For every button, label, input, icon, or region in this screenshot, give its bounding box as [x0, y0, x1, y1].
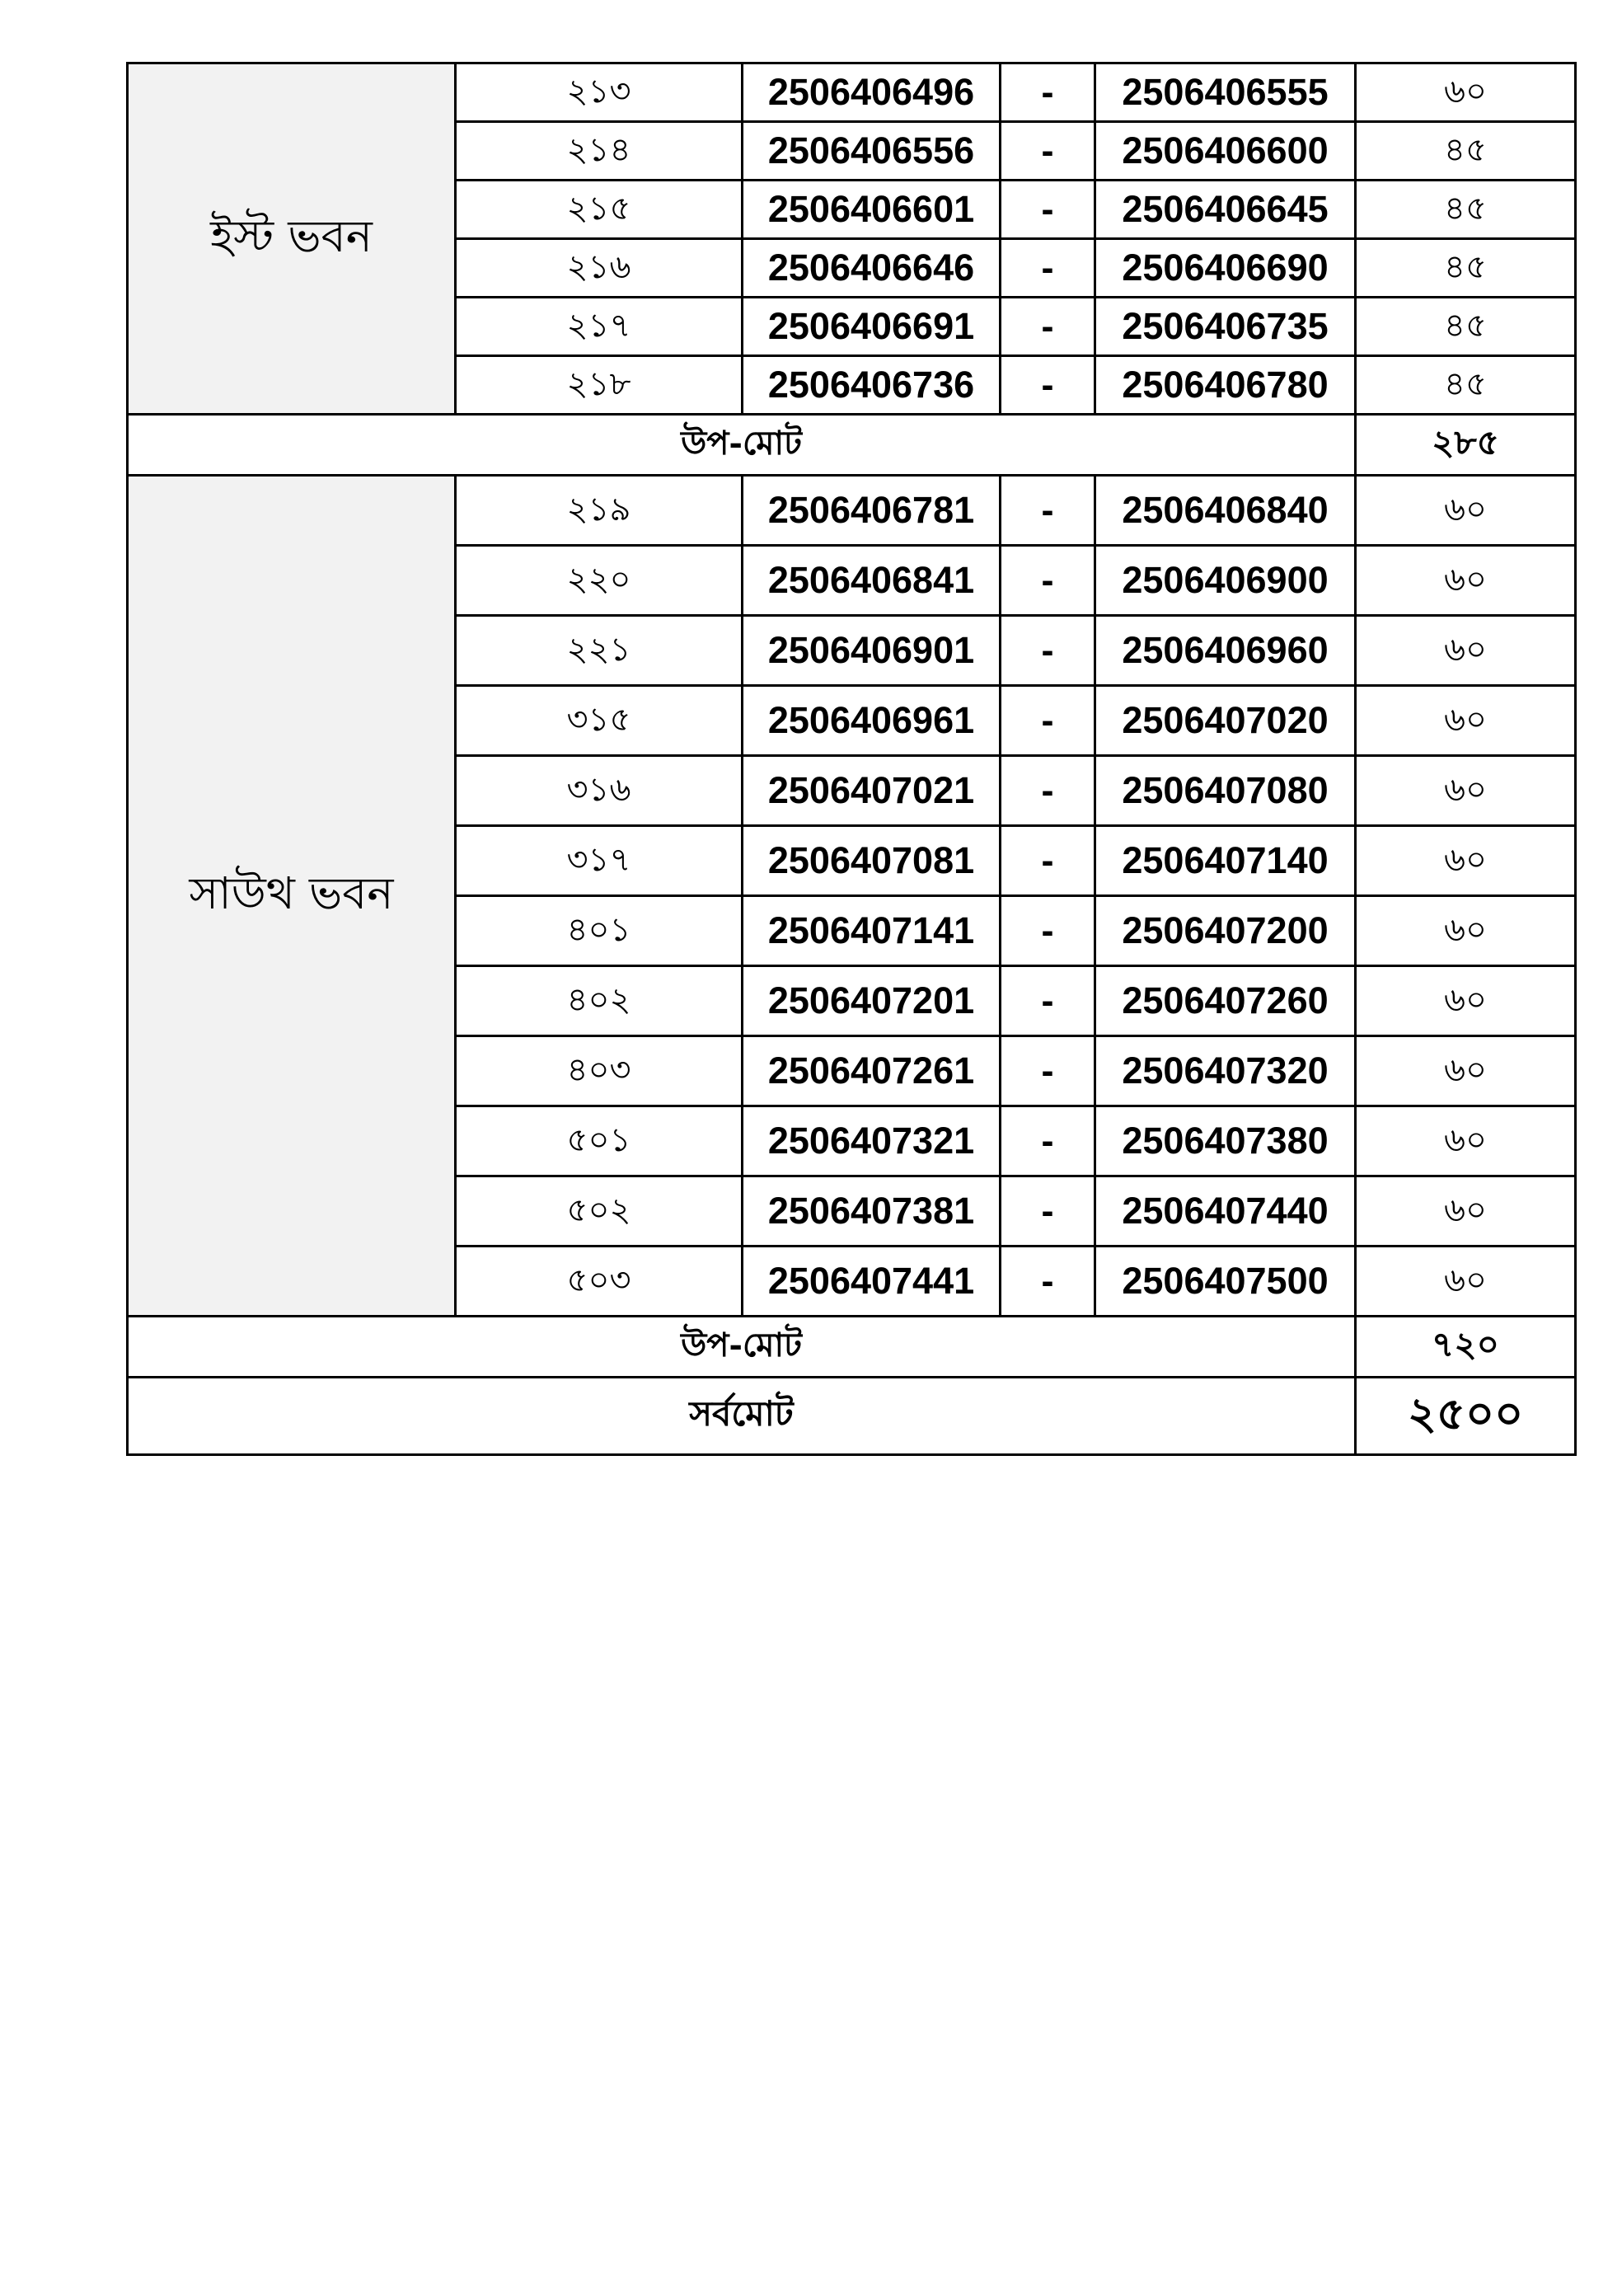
- seat-count: ৪৫: [1356, 356, 1576, 415]
- room-number: ৫০১: [456, 1106, 743, 1176]
- seat-count: ৬০: [1356, 966, 1576, 1036]
- roll-to: 2506407440: [1095, 1176, 1356, 1247]
- range-separator: -: [1001, 63, 1095, 122]
- room-number: ২১৫: [456, 181, 743, 239]
- roll-to: 2506407260: [1095, 966, 1356, 1036]
- roll-from: 2506407141: [743, 896, 1001, 966]
- subtotal-value: ২৮৫: [1356, 415, 1576, 476]
- range-separator: -: [1001, 298, 1095, 356]
- seat-count: ৬০: [1356, 1247, 1576, 1317]
- roll-to: 2506406780: [1095, 356, 1356, 415]
- room-number: ৪০১: [456, 896, 743, 966]
- room-number: ৩১৫: [456, 686, 743, 756]
- range-separator: -: [1001, 896, 1095, 966]
- subtotal-label: উপ-মোট: [128, 415, 1356, 476]
- roll-from: 2506407021: [743, 756, 1001, 826]
- seat-count: ৬০: [1356, 616, 1576, 686]
- roll-to: 2506407500: [1095, 1247, 1356, 1317]
- building-name-south: সাউথ ভবন: [128, 476, 456, 1317]
- room-number: ২১৮: [456, 356, 743, 415]
- room-number: ২১৬: [456, 239, 743, 298]
- seat-count: ৬০: [1356, 476, 1576, 546]
- seat-count: ৬০: [1356, 546, 1576, 616]
- roll-from: 2506406556: [743, 122, 1001, 181]
- roll-to: 2506407380: [1095, 1106, 1356, 1176]
- building-name-east: ইস্ট ভবন: [128, 63, 456, 415]
- range-separator: -: [1001, 1176, 1095, 1247]
- roll-from: 2506407381: [743, 1176, 1001, 1247]
- range-separator: -: [1001, 546, 1095, 616]
- range-separator: -: [1001, 1036, 1095, 1106]
- room-number: ৪০২: [456, 966, 743, 1036]
- roll-from: 2506406496: [743, 63, 1001, 122]
- seat-allocation-table: [126, 62, 1577, 1456]
- roll-from: 2506406901: [743, 616, 1001, 686]
- roll-to: 2506406735: [1095, 298, 1356, 356]
- room-number: ২২০: [456, 546, 743, 616]
- roll-from: 2506406601: [743, 181, 1001, 239]
- roll-to: 2506407020: [1095, 686, 1356, 756]
- seat-count: ৬০: [1356, 686, 1576, 756]
- seat-count: ৬০: [1356, 1176, 1576, 1247]
- roll-to: 2506406645: [1095, 181, 1356, 239]
- seat-count: ৪৫: [1356, 181, 1576, 239]
- range-separator: -: [1001, 476, 1095, 546]
- subtotal-value: ৭২০: [1356, 1317, 1576, 1378]
- range-separator: -: [1001, 239, 1095, 298]
- room-number: ২১৩: [456, 63, 743, 122]
- roll-from: 2506407081: [743, 826, 1001, 896]
- range-separator: -: [1001, 356, 1095, 415]
- range-separator: -: [1001, 1247, 1095, 1317]
- seat-count: ৬০: [1356, 826, 1576, 896]
- roll-to: 2506406960: [1095, 616, 1356, 686]
- room-number: ২১৯: [456, 476, 743, 546]
- roll-from: 2506406646: [743, 239, 1001, 298]
- seat-count: ৬০: [1356, 756, 1576, 826]
- range-separator: -: [1001, 616, 1095, 686]
- subtotal-label: উপ-মোট: [128, 1317, 1356, 1378]
- roll-to: 2506406840: [1095, 476, 1356, 546]
- grand-total-row: [128, 1378, 1576, 1455]
- range-separator: -: [1001, 756, 1095, 826]
- seat-count: ৬০: [1356, 896, 1576, 966]
- roll-from: 2506406841: [743, 546, 1001, 616]
- seat-count: ৪৫: [1356, 122, 1576, 181]
- roll-to: 2506406690: [1095, 239, 1356, 298]
- range-separator: -: [1001, 122, 1095, 181]
- range-separator: -: [1001, 966, 1095, 1036]
- seat-count: ৬০: [1356, 1036, 1576, 1106]
- roll-to: 2506406555: [1095, 63, 1356, 122]
- roll-from: 2506407321: [743, 1106, 1001, 1176]
- roll-to: 2506406600: [1095, 122, 1356, 181]
- roll-to: 2506407200: [1095, 896, 1356, 966]
- roll-from: 2506406781: [743, 476, 1001, 546]
- room-number: ৫০৩: [456, 1247, 743, 1317]
- seat-count: ৪৫: [1356, 298, 1576, 356]
- room-number: ৩১৭: [456, 826, 743, 896]
- room-number: ৪০৩: [456, 1036, 743, 1106]
- room-number: ৫০২: [456, 1176, 743, 1247]
- roll-to: 2506406900: [1095, 546, 1356, 616]
- range-separator: -: [1001, 1106, 1095, 1176]
- room-number: ২২১: [456, 616, 743, 686]
- roll-from: 2506407441: [743, 1247, 1001, 1317]
- table-row: [128, 476, 1576, 546]
- roll-to: 2506407320: [1095, 1036, 1356, 1106]
- range-separator: -: [1001, 686, 1095, 756]
- roll-to: 2506407080: [1095, 756, 1356, 826]
- range-separator: -: [1001, 181, 1095, 239]
- table-row: [128, 63, 1576, 122]
- seat-count: ৬০: [1356, 1106, 1576, 1176]
- roll-from: 2506406736: [743, 356, 1001, 415]
- subtotal-row-south: [128, 1317, 1576, 1378]
- seat-count: ৬০: [1356, 63, 1576, 122]
- roll-from: 2506407201: [743, 966, 1001, 1036]
- subtotal-row-east: [128, 415, 1576, 476]
- seat-count: ৪৫: [1356, 239, 1576, 298]
- roll-from: 2506407261: [743, 1036, 1001, 1106]
- room-number: ৩১৬: [456, 756, 743, 826]
- roll-from: 2506406691: [743, 298, 1001, 356]
- grand-total-value: ২৫০০: [1356, 1378, 1576, 1455]
- room-number: ২১৭: [456, 298, 743, 356]
- roll-from: 2506406961: [743, 686, 1001, 756]
- roll-to: 2506407140: [1095, 826, 1356, 896]
- grand-total-label: সর্বমোট: [128, 1378, 1356, 1455]
- range-separator: -: [1001, 826, 1095, 896]
- room-number: ২১৪: [456, 122, 743, 181]
